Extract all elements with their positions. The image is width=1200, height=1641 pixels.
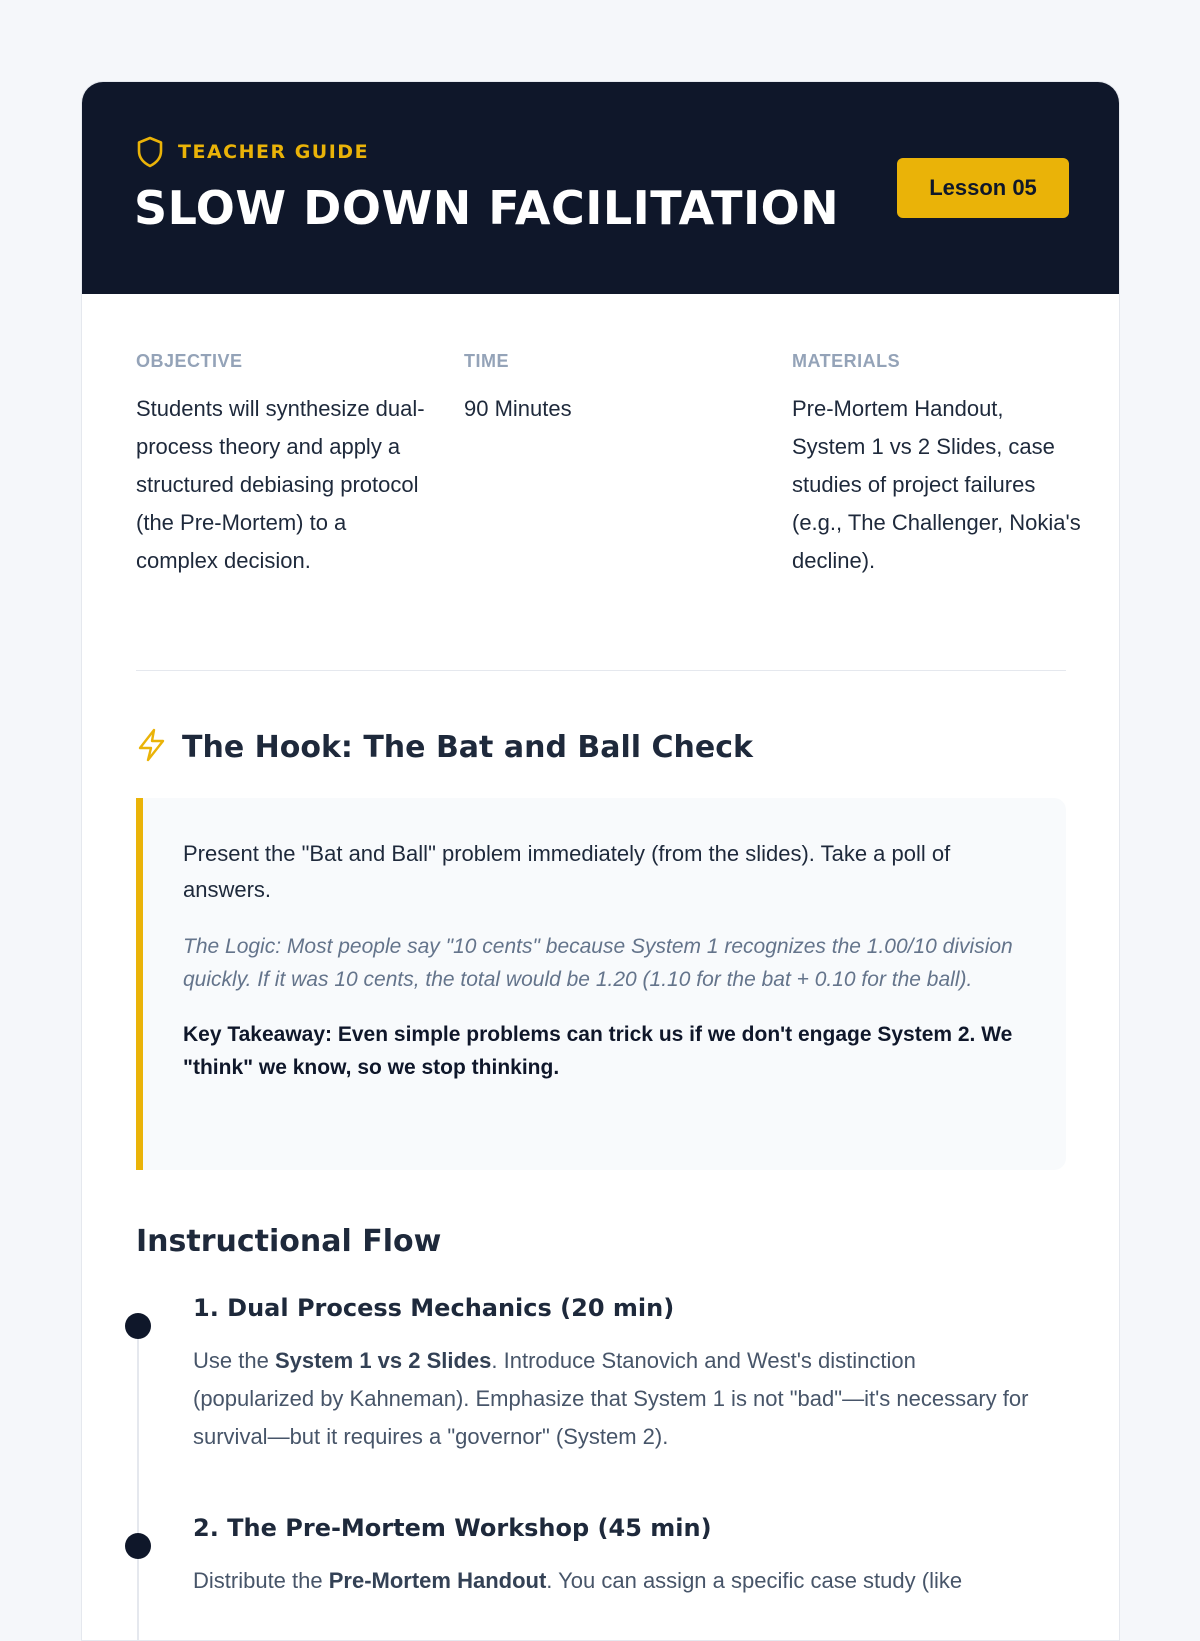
- eyebrow: [136, 136, 369, 168]
- time-label: TIME: [464, 351, 509, 371]
- hook-logic: The Logic: Most people say "10 cents" because System 1 recognizes the 1.00/10 division quickly. If it was 10 cents, the total would be 1.20 (1.10 for the bat + 0.10 for the ball).: [183, 935, 1013, 991]
- section-divider: [136, 670, 1066, 671]
- material-name: Pre-Mortem Handout: [328, 1568, 547, 1593]
- lesson-header: [82, 82, 1119, 294]
- step-description: Distribute the Pre-Mortem Handout. You can assign a specific case study (like: [193, 1568, 963, 1593]
- page-title: SLOW DOWN FACILITATION: [134, 181, 840, 235]
- time-block: [464, 350, 754, 428]
- shield-icon: [136, 136, 164, 168]
- step-description: Use the System 1 vs 2 Slides. Introduce Stanovich and West's distinction (popularized by Kahneman). Emphasize that System 1 is not "bad"—it's necessary for survival—but it requires a "governor" (System 2).: [193, 1348, 1029, 1449]
- eyebrow-label: TEACHER GUIDE: [178, 141, 370, 163]
- lesson-meta: [136, 350, 1081, 666]
- hook-intro: Present the "Bat and Ball" problem immediately (from the slides). Take a poll of answers.: [183, 841, 951, 902]
- materials-label: MATERIALS: [792, 351, 901, 371]
- step-title: 2. The Pre-Mortem Workshop (45 min): [193, 1514, 712, 1542]
- lesson-card: [81, 81, 1120, 1641]
- lesson-badge: Lesson 05: [897, 158, 1069, 218]
- hook-title: The Hook: The Bat and Ball Check: [182, 730, 753, 765]
- flow-title: Instructional Flow: [136, 1224, 442, 1259]
- materials-value: Pre-Mortem Handout, System 1 vs 2 Slides, case studies of project failures (e.g., The Challenger, Nokia's decline).: [792, 396, 1081, 573]
- hook-heading: [136, 728, 753, 767]
- step-dot: [125, 1313, 151, 1339]
- step-title: 1. Dual Process Mechanics (20 min): [193, 1294, 675, 1322]
- timeline-line: [137, 1326, 139, 1562]
- materials-block: [792, 350, 1082, 580]
- objective-block: [136, 350, 426, 580]
- time-value: 90 Minutes: [464, 396, 572, 421]
- objective-label: OBJECTIVE: [136, 351, 243, 371]
- hook-takeaway: Key Takeaway: Even simple problems can trick us if we don't engage System 2. We "think" we know, so we stop thinking.: [183, 1023, 1013, 1079]
- lightning-icon: [136, 728, 168, 767]
- objective-value: Students will synthesize dual-process theory and apply a structured debiasing protocol (the Pre-Mortem) to a complex decision.: [136, 396, 425, 573]
- step-dot: [125, 1533, 151, 1559]
- hook-callout: [136, 798, 1066, 1170]
- material-name: System 1 vs 2 Slides: [274, 1348, 492, 1373]
